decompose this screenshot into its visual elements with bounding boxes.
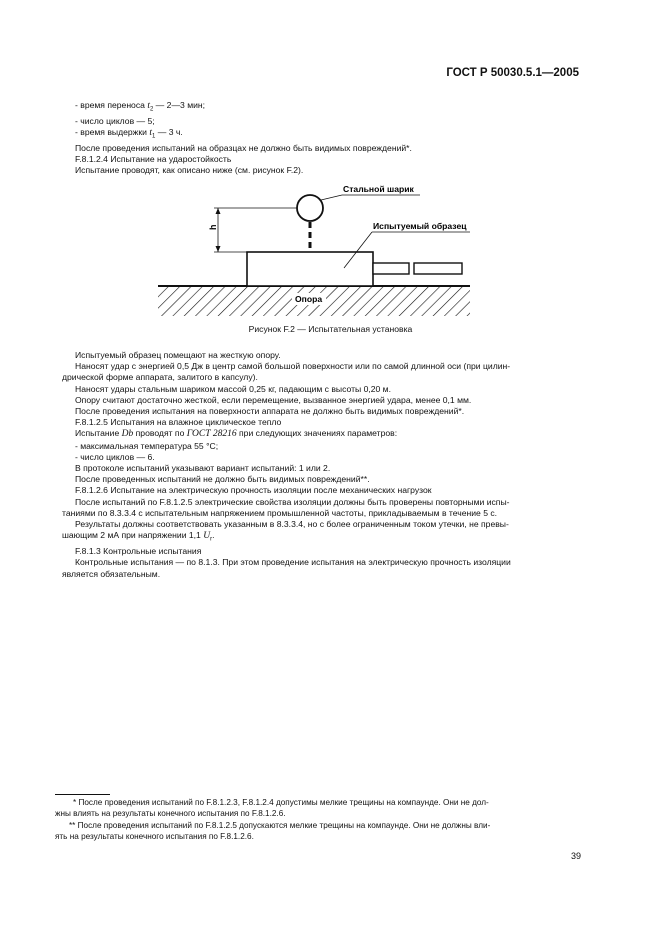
- paragraph-protocol-variant: В протоколе испытаний указывают вариант испытаний: 1 или 2.: [75, 463, 331, 474]
- figure-caption: Рисунок F.2 — Испытательная установка: [248, 324, 413, 334]
- paragraph-steel-ball: Наносят удары стальным шариком массой 0,25 кг, падающим с высоты 0,20 м.: [75, 383, 391, 394]
- height-arrow-top: [216, 208, 221, 214]
- section-heading-f813: F.8.1.3 Контрольные испытания: [75, 546, 202, 557]
- steel-ball: [297, 195, 323, 221]
- paragraph-test-db: Испытание Db проводят по ГОСТ 28216 при следующих значениях параметров:: [75, 428, 398, 440]
- paragraph-results-leakage-cont: шающим 2 мА при напряжении 1,1 $U_r$.: [62, 530, 215, 543]
- footnote-separator: [55, 794, 110, 795]
- section-heading-f8126: F.8.1.2.6 Испытание на электрическую прочность изоляции после механических нагрузок: [75, 485, 432, 496]
- footnote-2: ** После проведения испытаний по F.8.1.2.5 допускаются мелкие трещины на компаунде. Они не должны вли-: [69, 821, 491, 830]
- paragraph-impact-energy-cont: дрической форме аппарата, залитого в капсулу).: [62, 372, 258, 383]
- list-item-max-temp: - максимальная температура 55 °С;: [75, 440, 219, 451]
- footnote-1: * После проведения испытаний по F.8.1.2.3, F.8.1.2.4 допустимы мелкие трещины на компаунде. Они не дол-: [73, 798, 489, 807]
- list-item-transfer-time: - время переноса $t_2$ — 2—3 мин;: [75, 100, 206, 113]
- paragraph-see-figure: Испытание проводят, как описано ниже (см. рисунок F.2).: [75, 165, 304, 176]
- paragraph-insulation-check-cont: таниями по 8.3.3.4 с испытательным напряжением промышленной частоты, прикладываемым в течение 5 с.: [62, 507, 498, 518]
- ball-label: Стальной шарик: [343, 184, 414, 194]
- height-arrow-bottom: [216, 246, 221, 252]
- page-number: 39: [570, 851, 581, 861]
- footnote-2-cont: ять на результаты конечного испытания по F.8.1.2.6.: [55, 832, 254, 841]
- paragraph-results-leakage: Результаты должны соответствовать указанным в 8.3.3.4, но с более ограниченным током утечки, не превы-: [75, 519, 509, 530]
- top-text-block: [75, 100, 585, 177]
- paragraph-place-sample: Испытуемый образец помещают на жесткую опору.: [75, 350, 281, 360]
- paragraph-no-visible-damage: После проведенных испытаний не должно быть видимых повреждений**.: [75, 474, 370, 485]
- test-sample-body: [247, 252, 373, 286]
- list-item-cycles-6: - число циклов — 6.: [75, 451, 155, 462]
- paragraph-routine-tests: Контрольные испытания — по 8.1.3. При этом проведение испытания на электрическую прочность изоляции: [75, 557, 511, 568]
- main-text-block: [62, 350, 585, 580]
- footnote-1-cont: жны влиять на результаты конечного испытания по F.8.1.2.6.: [55, 809, 286, 818]
- paragraph-impact-energy: Наносят удар с энергией 0,5 Дж в центр самой большой поверхности или по самой длинной оси (при цилин-: [75, 361, 511, 372]
- list-item-cycles: - число циклов — 5;: [75, 115, 155, 126]
- paragraph-support-rigid: Опору считают достаточно жесткой, если перемещение, вызванное энергией удара, менее 0,1 мм.: [75, 394, 472, 405]
- list-item-hold-time: - время выдержки $t_1$ — 3 ч.: [75, 127, 183, 140]
- paragraph-routine-tests-cont: является обязательным.: [62, 568, 161, 579]
- height-label: h: [208, 224, 218, 230]
- section-heading-f8124: F.8.1.2.4 Испытание на ударостойкость: [75, 154, 232, 165]
- paragraph-no-surface-damage: После проведения испытания на поверхности аппарата не должно быть видимых повреждений*.: [75, 406, 465, 417]
- paragraph-insulation-check: После испытаний по F.8.1.2.5 электрические свойства изоляции должны быть проверены повторными испы-: [75, 496, 510, 507]
- sample-cable-segment-2: [414, 263, 462, 274]
- section-heading-f8125: F.8.1.2.5 Испытания на влажное циклическое тепло: [75, 417, 282, 428]
- paragraph-no-damage: После проведения испытаний на образцах не должно быть видимых повреждений*.: [75, 143, 412, 154]
- page-header-doc-id: ГОСТ Р 50030.5.1—2005: [446, 67, 579, 79]
- ball-leader-line: [321, 195, 342, 200]
- sample-label: Испытуемый образец: [373, 221, 467, 231]
- figure-test-setup: [150, 180, 480, 320]
- support-label: Опора: [295, 294, 323, 304]
- sample-cable-segment-1: [373, 263, 409, 274]
